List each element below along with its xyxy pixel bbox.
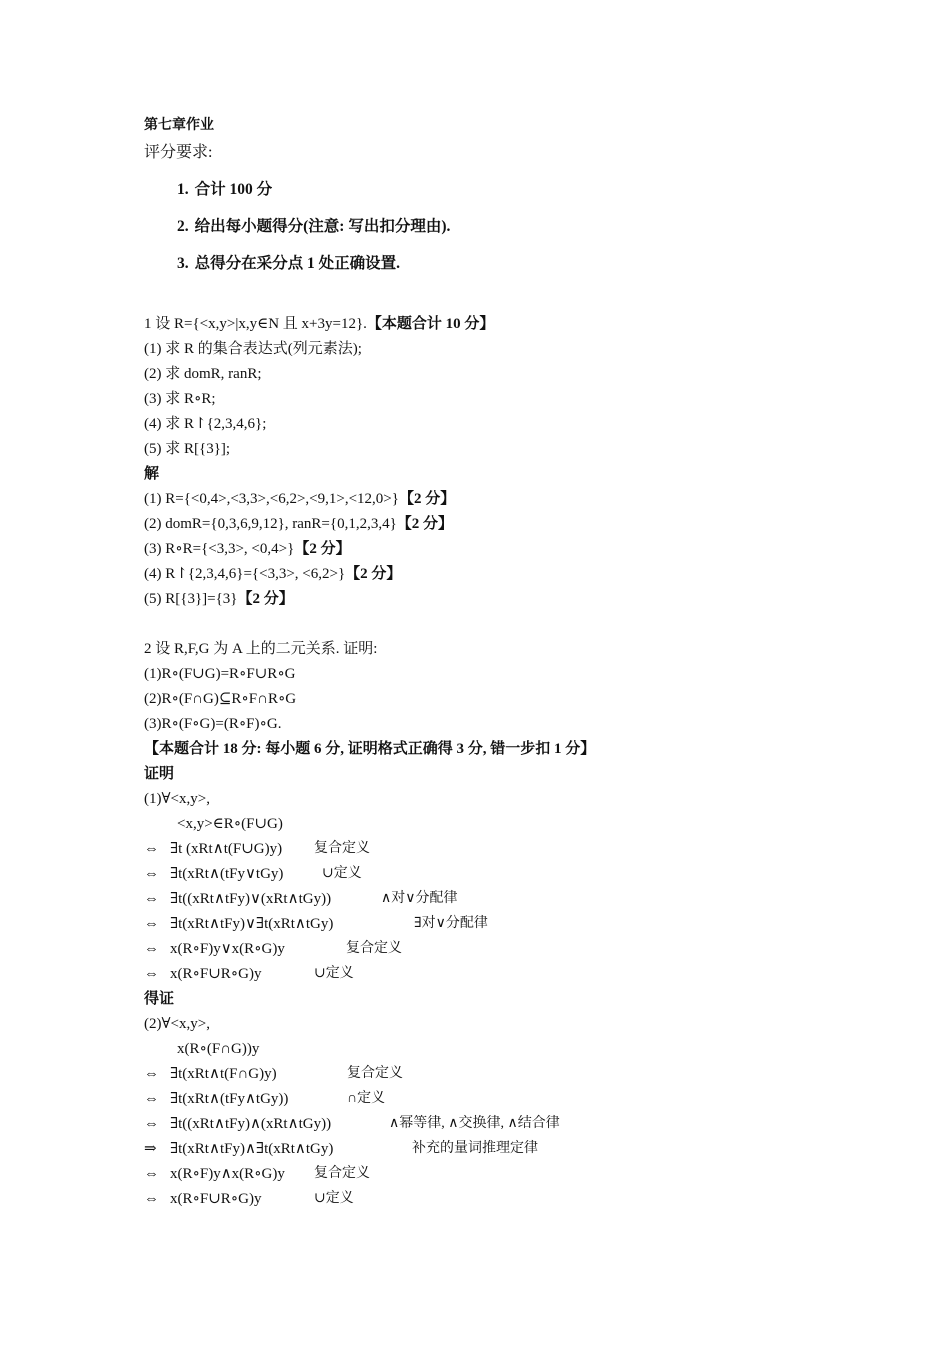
- step-reason: 复合定义: [314, 841, 370, 856]
- step-reason: ∪定义: [314, 966, 354, 981]
- proof2-step-3: [144, 1114, 560, 1134]
- step-reason: ∧幂等律, ∧交换律, ∧结合律: [389, 1116, 560, 1131]
- q1-part: (3) 求 R∘R;: [144, 391, 216, 407]
- step-expression: ∃t(xRt∧tFy)∧∃t(xRt∧tGy): [170, 1141, 334, 1157]
- step-expression: ∃t(xRt∧(tFy∨tGy): [170, 866, 284, 882]
- step-expression: x(R∘F)y∨x(R∘G)y: [170, 941, 285, 957]
- q1-answer-4: [144, 564, 401, 584]
- step-expression: ∃t(xRt∧(tFy∧tGy)): [170, 1091, 289, 1107]
- requirement-number: 2.: [177, 218, 189, 235]
- implication-symbol: ⇒: [144, 1141, 157, 1157]
- proof1-step-1: [144, 839, 370, 859]
- step-reason: 复合定义: [314, 1166, 370, 1181]
- step-expression: ∃t(xRt∧t(F∩G)y): [170, 1066, 277, 1082]
- answer-text: (2) domR={0,3,6,9,12}, ranR={0,1,2,3,4}: [144, 516, 397, 532]
- answer-score: 【2 分】: [396, 516, 454, 532]
- q2-scoring-rule: 【本题合计 18 分: 每小题 6 分, 证明格式正确得 3 分, 错一步扣 1 分】: [144, 741, 596, 757]
- q1-part: (1) 求 R 的集合表达式(列元素法);: [144, 341, 362, 357]
- requirement-text: 给出每小题得分(注意: 写出扣分理由).: [194, 218, 451, 235]
- grading-label: 评分要求:: [144, 144, 213, 161]
- proof1-conclusion: 得证: [144, 991, 175, 1007]
- step-expression: ∃t((xRt∧tFy)∨(xRt∧tGy)): [170, 891, 332, 907]
- equivalence-symbol: ⇔: [144, 1066, 159, 1082]
- proof1-intro: (1)∀<x,y>,: [144, 791, 210, 807]
- answer-text: (3) R∘R={<3,3>, <0,4>}: [144, 541, 295, 557]
- answer-score: 【2 分】: [398, 491, 456, 507]
- q1-part: (2) 求 domR, ranR;: [144, 366, 262, 382]
- equivalence-symbol: ⇔: [144, 1166, 159, 1182]
- proof2-step-1: [144, 1064, 403, 1084]
- equivalence-symbol: ⇔: [144, 1116, 159, 1132]
- equivalence-symbol: ⇔: [144, 1091, 159, 1107]
- equivalence-symbol: ⇔: [144, 941, 159, 957]
- q1-part: (5) 求 R[{3}];: [144, 441, 231, 457]
- proof2-step-5: [144, 1164, 370, 1184]
- q1-part: (4) 求 R↾{2,3,4,6};: [144, 416, 267, 432]
- answer-text: (1) R={<0,4>,<3,3>,<6,2>,<9,1>,<12,0>}: [144, 491, 399, 507]
- q1-solution-label: 解: [144, 466, 160, 482]
- q1-answer-1: [144, 489, 455, 509]
- step-reason: 补充的量词推理定律: [412, 1141, 538, 1156]
- q2-proof-label: 证明: [144, 766, 175, 782]
- proof1-step-2: [144, 864, 362, 884]
- proof2-first-line: x(R∘(F∩G))y: [177, 1041, 260, 1057]
- answer-score: 【2 分】: [345, 566, 402, 582]
- step-reason: ∧对∨分配律: [381, 891, 458, 906]
- step-reason: ∃对∨分配律: [414, 916, 488, 931]
- step-reason: 复合定义: [347, 1066, 403, 1081]
- q1-statement-text: 1 设 R={<x,y>|x,y∈N 且 x+3y=12}.: [144, 316, 367, 332]
- step-expression: ∃t(xRt∧tFy)∨∃t(xRt∧tGy): [170, 916, 334, 932]
- proof1-step-5: [144, 939, 402, 959]
- requirement-text: 合计 100 分: [194, 181, 273, 198]
- step-expression: ∃t (xRt∧t(F∪G)y): [170, 841, 283, 857]
- q1-total-score: 【本题合计 10 分】: [366, 316, 495, 332]
- q2-part: (2)R∘(F∩G)⊆R∘F∩R∘G: [144, 691, 297, 707]
- proof2-step-6: [144, 1189, 354, 1209]
- step-expression: x(R∘F∪R∘G)y: [170, 966, 262, 982]
- requirement-number: 1.: [177, 181, 189, 198]
- step-expression: ∃t((xRt∧tFy)∧(xRt∧tGy)): [170, 1116, 332, 1132]
- requirement-text: 总得分在采分点 1 处正确设置.: [194, 255, 401, 272]
- answer-text: (4) R↾{2,3,4,6}={<3,3>, <6,2>}: [144, 566, 346, 582]
- equivalence-symbol: ⇔: [144, 891, 159, 907]
- proof1-step-3: [144, 889, 458, 909]
- answer-text: (5) R[{3}]={3}: [144, 591, 238, 607]
- step-reason: ∪定义: [314, 1191, 354, 1206]
- equivalence-symbol: ⇔: [144, 841, 159, 857]
- requirement-1: [177, 180, 272, 200]
- q1-statement: [144, 314, 494, 334]
- equivalence-symbol: ⇔: [144, 966, 159, 982]
- requirement-2: [177, 217, 450, 237]
- equivalence-symbol: ⇔: [144, 1191, 159, 1207]
- step-reason: ∩定义: [347, 1091, 386, 1106]
- requirement-3: [177, 254, 400, 274]
- step-reason: 复合定义: [346, 941, 402, 956]
- answer-score: 【2 分】: [237, 591, 294, 607]
- proof2-step-2: [144, 1089, 386, 1109]
- equivalence-symbol: ⇔: [144, 916, 159, 932]
- equivalence-symbol: ⇔: [144, 866, 159, 882]
- answer-score: 【2 分】: [294, 541, 351, 557]
- step-expression: x(R∘F)y∧x(R∘G)y: [170, 1166, 285, 1182]
- q1-answer-5: [144, 589, 294, 609]
- q1-answer-2: [144, 514, 453, 534]
- proof1-step-6: [144, 964, 354, 984]
- proof2-intro: (2)∀<x,y>,: [144, 1016, 210, 1032]
- step-expression: x(R∘F∪R∘G)y: [170, 1191, 262, 1207]
- step-reason: ∪定义: [322, 866, 362, 881]
- proof1-step-4: [144, 914, 488, 934]
- requirement-number: 3.: [177, 255, 189, 272]
- q2-statement: 2 设 R,F,G 为 A 上的二元关系. 证明:: [144, 641, 378, 657]
- q1-answer-3: [144, 539, 351, 559]
- q2-part: (3)R∘(F∘G)=(R∘F)∘G.: [144, 716, 282, 732]
- proof2-step-4: [144, 1139, 538, 1159]
- q2-part: (1)R∘(F∪G)=R∘F∪R∘G: [144, 666, 296, 682]
- chapter-title: 第七章作业: [144, 118, 214, 133]
- proof1-first-line: <x,y>∈R∘(F∪G): [177, 816, 283, 832]
